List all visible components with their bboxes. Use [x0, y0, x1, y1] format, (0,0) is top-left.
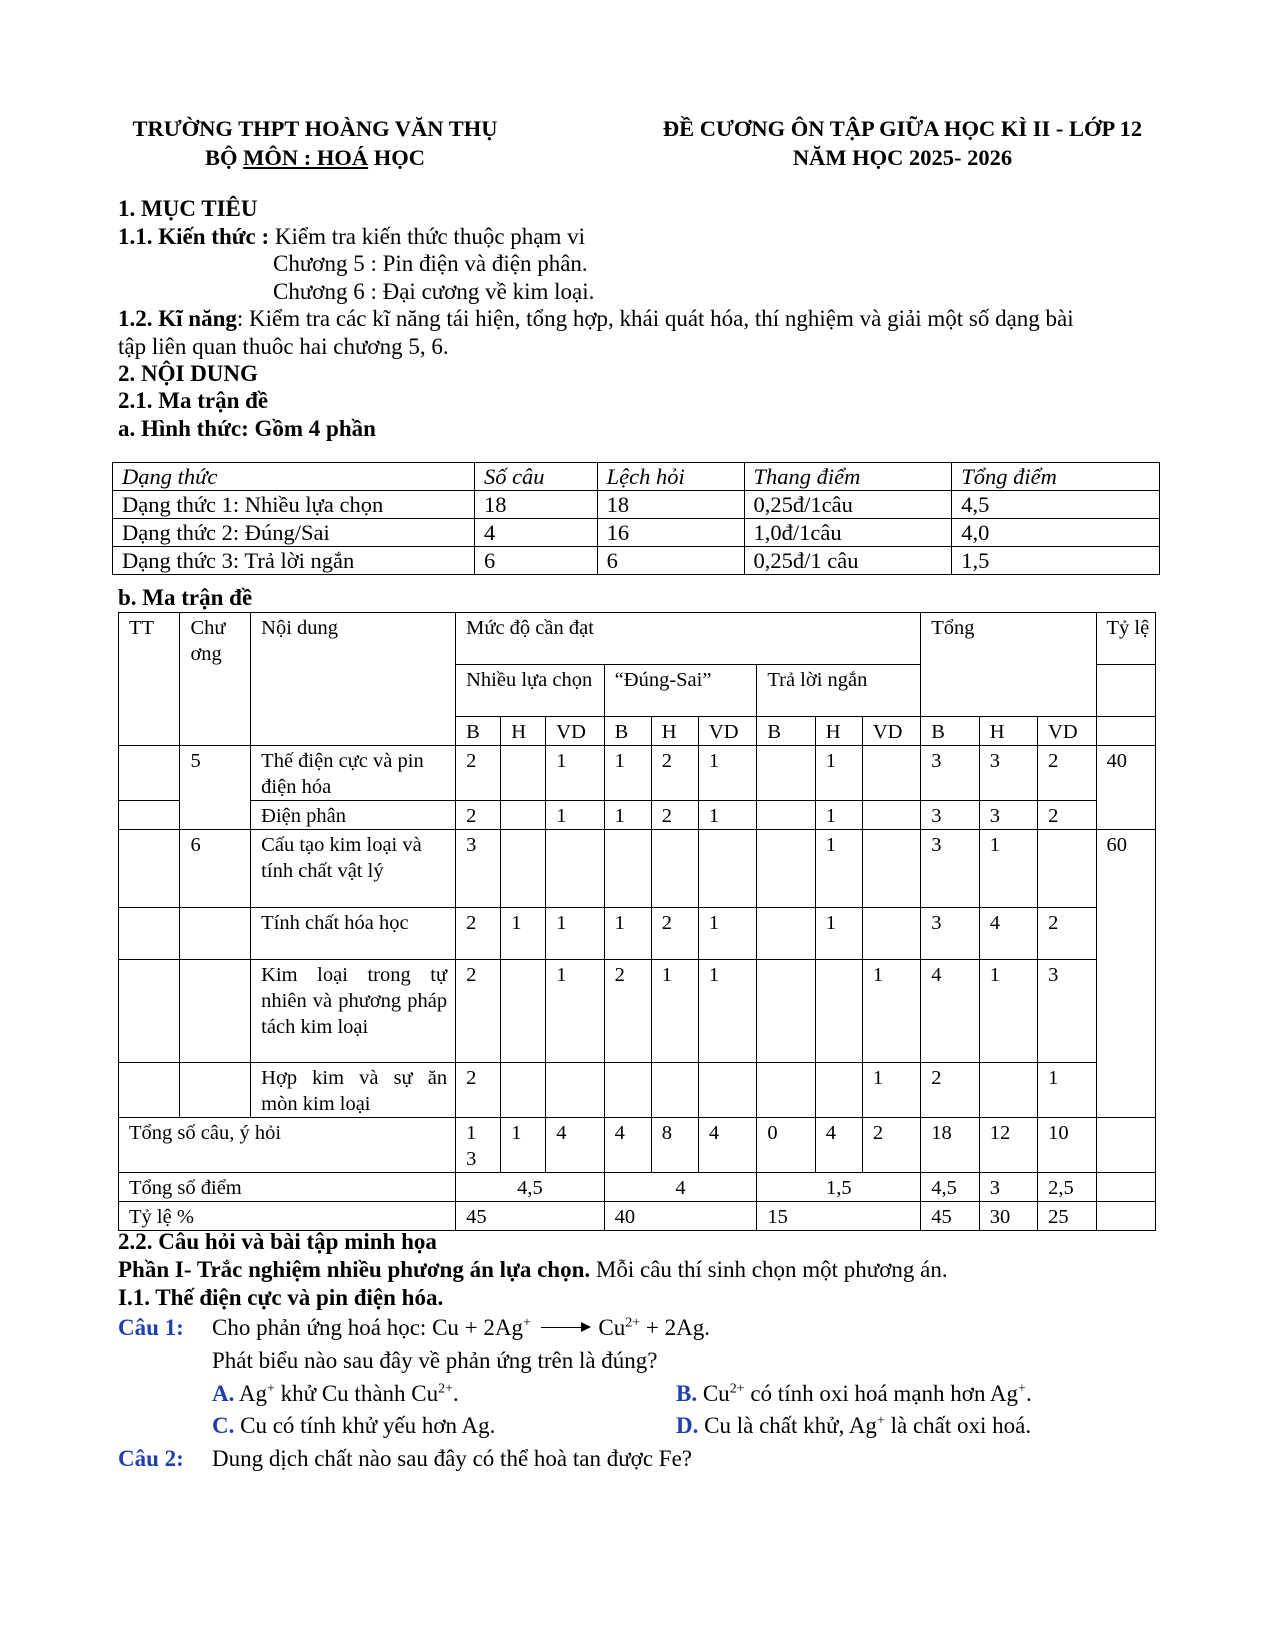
table-cell: 2: [456, 801, 501, 830]
section-22-heading: 2.2. Câu hỏi và bài tập minh họa: [118, 1229, 437, 1254]
table-cell: 2: [1038, 908, 1096, 960]
option-b-label: B.: [676, 1381, 698, 1406]
table-row: [113, 491, 1160, 519]
table-cell: 2: [651, 908, 698, 960]
tt-cell: [119, 830, 180, 908]
table-row: [119, 746, 1156, 801]
chapter-cell: [180, 908, 251, 960]
table-cell: 0,25đ/1câu: [744, 491, 952, 519]
table-cell: [757, 746, 815, 801]
table-cell: 4: [979, 908, 1037, 960]
table-cell: 2: [651, 746, 698, 801]
level-cell: B: [921, 717, 979, 746]
table-cell: [698, 1063, 756, 1118]
table-cell: [757, 801, 815, 830]
content-cell: Cấu tạo kim loại và tính chất vật lý: [251, 830, 456, 908]
reaction-arrow-icon: [541, 1327, 589, 1328]
table-cell: 3: [921, 908, 979, 960]
table-cell: 2: [456, 1063, 501, 1118]
skill-line: [118, 305, 1074, 333]
col-header: Tổng điểm: [952, 463, 1160, 491]
content-cell: Điện phân: [251, 801, 456, 830]
option-d-label: D.: [676, 1413, 699, 1438]
table-cell: 2: [921, 1063, 979, 1118]
ratio-header: Tỷ lệ: [1096, 613, 1156, 665]
table-cell: [546, 1063, 604, 1118]
table-cell: 3: [979, 746, 1037, 801]
table-cell: 3: [1038, 960, 1096, 1063]
table-cell: [757, 1063, 815, 1118]
table-row: [119, 801, 1156, 830]
table-cell: 4: [474, 519, 597, 547]
format-table-header: [113, 463, 1160, 491]
question-2-label: Câu 2:: [118, 1446, 184, 1471]
col-header: Số câu: [474, 463, 597, 491]
dept-suffix: HỌC: [368, 145, 425, 170]
level-cell: VD: [1038, 717, 1096, 746]
table-cell: [862, 801, 920, 830]
question-1-label: Câu 1:: [118, 1315, 184, 1340]
table-cell: 1: [979, 830, 1037, 908]
table-cell: 1: [698, 801, 756, 830]
chapter-5-line: Chương 5 : Pin điện và điện phân.: [273, 251, 588, 276]
table-cell: 4,0: [952, 519, 1160, 547]
table-cell: 2: [651, 801, 698, 830]
dept-underlined: MÔN : HOÁ: [243, 145, 369, 170]
chapter-6-line: Chương 6 : Đại cương về kim loại.: [273, 279, 595, 304]
table-cell: 1: [501, 908, 546, 960]
table-cell: 3: [921, 801, 979, 830]
empty-cell: [1096, 1173, 1156, 1202]
empty-cell: [1096, 1118, 1156, 1173]
total-questions-label: Tổng số câu, ý hỏi: [119, 1118, 456, 1173]
table-cell: [979, 1063, 1037, 1118]
knowledge-label: 1.1. Kiến thức :: [118, 224, 270, 249]
table-cell: 6: [597, 547, 744, 575]
table-cell: 10: [1038, 1118, 1096, 1173]
school-header: [100, 114, 530, 172]
part-1-instruction: Mỗi câu thí sinh chọn một phương án.: [590, 1257, 948, 1282]
level-cell: B: [604, 717, 651, 746]
table-cell: 3: [979, 801, 1037, 830]
table-cell: 1,0đ/1câu: [744, 519, 952, 547]
table-cell: [862, 746, 920, 801]
truefalse-header: “Đúng-Sai”: [604, 665, 757, 717]
table-cell: 15: [757, 1202, 921, 1231]
table-cell: 45: [921, 1202, 979, 1231]
level-cell: VD: [546, 717, 604, 746]
table-cell: 3: [921, 830, 979, 908]
tt-cell: [119, 960, 180, 1063]
table-cell: 1: [604, 801, 651, 830]
tt-cell: [119, 1063, 180, 1118]
skill-text: : Kiểm tra các kĩ năng tái hiện, tổng hợp, khái quát hóa, thí nghiệm và giải một số dạng bài: [236, 306, 1074, 331]
table-cell: 3: [979, 1173, 1037, 1202]
table-cell: 1: [698, 908, 756, 960]
table-cell: [651, 830, 698, 908]
table-cell: [698, 830, 756, 908]
table-cell: [815, 1063, 862, 1118]
table-cell: 18: [921, 1118, 979, 1173]
short-answer-header: Trả lời ngắn: [757, 665, 921, 717]
table-cell: 1: [815, 830, 862, 908]
table-cell: 1: [862, 960, 920, 1063]
table-cell: 6: [474, 547, 597, 575]
table-row: [119, 960, 1156, 1063]
table-cell: 1,5: [952, 547, 1160, 575]
chapter-cell: 6: [180, 830, 251, 908]
table-cell: 2: [456, 960, 501, 1063]
col-header: Thang điểm: [744, 463, 952, 491]
table-cell: [501, 1063, 546, 1118]
matrix-table: [118, 612, 1156, 1231]
table-cell: Dạng thức 3: Trả lời ngắn: [113, 547, 475, 575]
level-cell: B: [757, 717, 815, 746]
table-cell: 1: [604, 746, 651, 801]
table-cell: 1: [501, 1118, 546, 1173]
table-cell: 40: [604, 1202, 757, 1231]
table-cell: 18: [474, 491, 597, 519]
table-cell: 4: [546, 1118, 604, 1173]
matrix-header-row: [119, 613, 1156, 665]
format-heading: a. Hình thức: Gồm 4 phần: [118, 416, 376, 441]
level-cell: H: [815, 717, 862, 746]
table-cell: 1: [979, 960, 1037, 1063]
tt-cell: [119, 908, 180, 960]
chapter-cell: [180, 960, 251, 1063]
table-cell: 2: [456, 908, 501, 960]
empty-cell: [1096, 717, 1156, 746]
level-cell: H: [501, 717, 546, 746]
table-cell: [501, 746, 546, 801]
empty-cell: [1096, 1202, 1156, 1231]
chapter-cell: [180, 1063, 251, 1118]
table-cell: [757, 960, 815, 1063]
subsection-i1-heading: I.1. Thế điện cực và pin điện hóa.: [118, 1285, 444, 1310]
table-cell: [546, 830, 604, 908]
table-cell: [815, 960, 862, 1063]
ratio-cell: 40: [1096, 746, 1156, 830]
total-header: Tổng: [921, 613, 1096, 717]
skill-line-2: tập liên quan thuôc hai chương 5, 6.: [118, 334, 449, 359]
table-cell: 1: [546, 801, 604, 830]
total-points-label: Tổng số điểm: [119, 1173, 456, 1202]
mcq-header: Nhiều lựa chọn: [456, 665, 605, 717]
section-2-heading: 2. NỘI DUNG: [118, 361, 258, 386]
format-table: [112, 462, 1160, 575]
table-cell: 1: [546, 746, 604, 801]
table-cell: [757, 830, 815, 908]
table-cell: 1: [862, 1063, 920, 1118]
table-cell: 2: [456, 746, 501, 801]
table-cell: Dạng thức 1: Nhiều lựa chọn: [113, 491, 475, 519]
option-d[interactable]: D. Cu là chất khử, Ag+ là chất oxi hoá.: [676, 1413, 1032, 1438]
dept-prefix: BỘ: [204, 145, 244, 170]
tt-cell: [119, 746, 180, 801]
knowledge-line: [118, 223, 585, 251]
matrix-heading: 2.1. Ma trận đề: [118, 388, 269, 413]
question-2-stem: Dung dịch chất nào sau đây có thể hoà tan được Fe?: [212, 1446, 693, 1471]
table-cell: 18: [597, 491, 744, 519]
table-cell: 1: [546, 960, 604, 1063]
table-cell: [651, 1063, 698, 1118]
table-cell: 4,5: [921, 1173, 979, 1202]
table-cell: 1: [1038, 1063, 1096, 1118]
table-cell: 2: [1038, 801, 1096, 830]
table-cell: 3: [921, 746, 979, 801]
table-cell: 2: [1038, 746, 1096, 801]
knowledge-text: Kiểm tra kiến thức thuộc phạm vi: [269, 224, 586, 249]
total-questions-row: [119, 1118, 1156, 1173]
table-cell: 0,25đ/1 câu: [744, 547, 952, 575]
table-cell: 1: [815, 908, 862, 960]
table-row: [119, 908, 1156, 960]
part-1-title: Phần I- Trắc nghiệm nhiều phương án lựa chọn.: [118, 1257, 591, 1282]
table-cell: 4: [921, 960, 979, 1063]
chapter-header: Chư ơng: [180, 613, 251, 746]
chapter-cell: 5: [180, 746, 251, 830]
table-cell: 1: [546, 908, 604, 960]
table-cell: 1: [698, 746, 756, 801]
school-name: TRƯỜNG THPT HOÀNG VĂN THỤ: [132, 116, 498, 141]
option-a-label: A.: [212, 1381, 235, 1406]
table-row: [113, 547, 1160, 575]
level-cell: VD: [862, 717, 920, 746]
level-cell: B: [456, 717, 501, 746]
table-cell: [501, 801, 546, 830]
level-cell: H: [651, 717, 698, 746]
table-cell: 0: [757, 1118, 815, 1173]
table-cell: Dạng thức 2: Đúng/Sai: [113, 519, 475, 547]
table-cell: 45: [456, 1202, 605, 1231]
option-c[interactable]: C. Cu có tính khử yếu hơn Ag.: [212, 1413, 496, 1438]
table-cell: 1: [604, 908, 651, 960]
question-1-stem: Cho phản ứng hoá học: Cu + 2Ag+ $Cu^{2+} + 2Ag$.: [212, 1315, 710, 1340]
question-1-stem-2: Phát biểu nào sau đây về phản ứng trên là đúng?: [212, 1348, 658, 1373]
content-cell: Tính chất hóa học: [251, 908, 456, 960]
table-row: [113, 519, 1160, 547]
table-cell: 4,5: [456, 1173, 605, 1202]
table-cell: 25: [1038, 1202, 1096, 1231]
section-1-heading: 1. MỤC TIÊU: [118, 196, 258, 221]
content-cell: Hợp kim và sự ăn mòn kim loại: [251, 1063, 456, 1118]
table-row: [119, 1063, 1156, 1118]
table-cell: 1: [698, 960, 756, 1063]
table-cell: 1: [651, 960, 698, 1063]
document-title: ĐỀ CƯƠNG ÔN TẬP GIỮA HỌC KÌ II - LỚP 12: [662, 116, 1143, 141]
table-cell: 4,5: [952, 491, 1160, 519]
total-points-row: [119, 1173, 1156, 1202]
table-cell: 4: [604, 1173, 757, 1202]
table-cell: [862, 908, 920, 960]
tt-header: TT: [119, 613, 180, 746]
skill-label: 1.2. Kĩ năng: [118, 306, 237, 331]
table-cell: 2,5: [1038, 1173, 1096, 1202]
table-cell: [757, 908, 815, 960]
table-cell: 2: [862, 1118, 920, 1173]
table-row: [119, 830, 1156, 908]
ratio-label: Tỷ lệ %: [119, 1202, 456, 1231]
document-header: [630, 114, 1175, 172]
table-cell: 12: [979, 1118, 1037, 1173]
content-header: Nội dung: [251, 613, 456, 746]
part-1-heading: [118, 1256, 948, 1284]
table-cell: 1: [815, 746, 862, 801]
table-cell: [862, 830, 920, 908]
ratio-row: [119, 1202, 1156, 1231]
option-b[interactable]: B. $Cu^{2+}$ có tính oxi hoá mạnh hơn Ag+.: [676, 1381, 1032, 1406]
table-cell: [604, 1063, 651, 1118]
table-cell: [501, 830, 546, 908]
content-cell: Thế điện cực và pin điện hóa: [251, 746, 456, 801]
level-cell: H: [979, 717, 1037, 746]
table-cell: 2: [604, 960, 651, 1063]
table-cell: 16: [597, 519, 744, 547]
table-cell: [604, 830, 651, 908]
table-cell: [1038, 830, 1096, 908]
table-cell: 1,5: [757, 1173, 921, 1202]
content-cell: Kim loại trong tự nhiên và phương pháp tách kim loại: [251, 960, 456, 1063]
school-year: NĂM HỌC 2025- 2026: [792, 145, 1013, 170]
table-cell: 4: [698, 1118, 756, 1173]
level-header: Mức độ cần đạt: [456, 613, 921, 665]
level-cell: VD: [698, 717, 756, 746]
empty-cell: [1096, 665, 1156, 717]
option-c-label: C.: [212, 1413, 235, 1438]
table-cell: 3: [456, 830, 501, 908]
col-header: Lệch hỏi: [597, 463, 744, 491]
table-cell: 30: [979, 1202, 1037, 1231]
table-cell: 4: [604, 1118, 651, 1173]
table-cell: 1 3: [456, 1118, 501, 1173]
table-cell: 8: [651, 1118, 698, 1173]
col-header: Dạng thức: [113, 463, 475, 491]
department: [100, 143, 530, 172]
ratio-cell: 60: [1096, 830, 1156, 1118]
table-cell: 4: [815, 1118, 862, 1173]
tt-cell: [119, 801, 180, 830]
table-cell: [501, 960, 546, 1063]
table-cell: 1: [815, 801, 862, 830]
option-a[interactable]: A. Ag+ khử Cu thành $Cu^{2+}$.: [212, 1381, 459, 1406]
matrix-b-heading: b. Ma trận đề: [118, 585, 253, 610]
